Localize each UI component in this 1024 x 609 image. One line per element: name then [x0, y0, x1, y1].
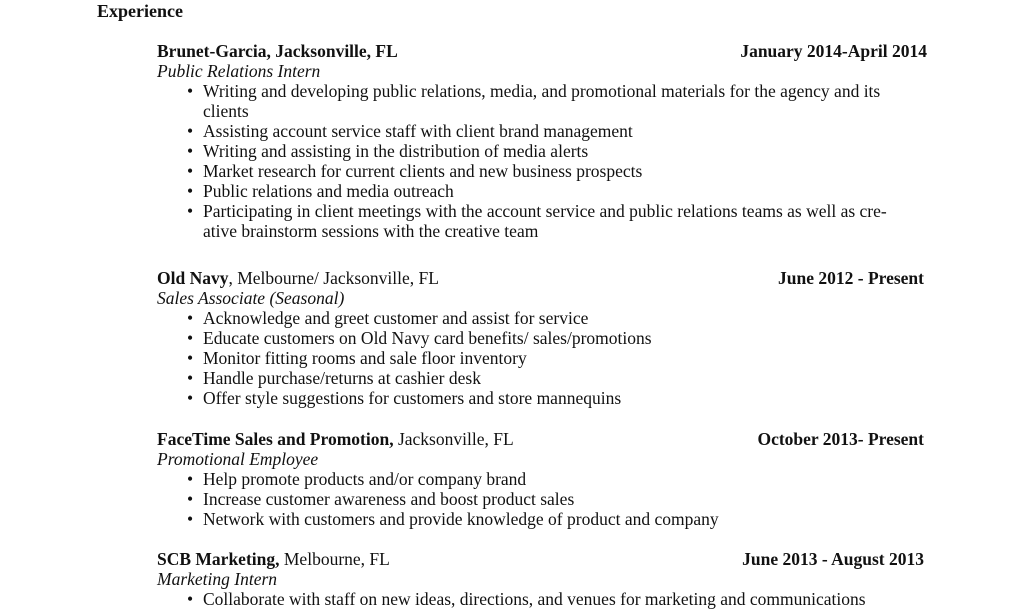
experience-entry-scb-marketing: [157, 549, 924, 609]
entry-header: [157, 41, 927, 61]
bullet-item: • Writing and developing public relations, media, and promotional materials for the agency and its clients: [157, 81, 908, 121]
entry-organization: SCB Marketing,: [157, 549, 280, 569]
entry-dates: June 2013 - August 2013: [742, 549, 924, 569]
bullet-item: • Handle purchase/returns at cashier desk: [157, 368, 908, 388]
bullet-item: • Network with customers and provide knowledge of product and company: [157, 509, 908, 529]
bullet-item: • Assisting account service staff with client brand management: [157, 121, 908, 141]
bullet-item: • Increase customer awareness and boost product sales: [157, 489, 908, 509]
entry-header: [157, 429, 924, 449]
experience-entry-facetime: [157, 429, 924, 529]
section-heading-experience: Experience: [97, 1, 183, 21]
entry-bullet-list: [157, 469, 924, 529]
bullet-item: • Public relations and media outreach: [157, 181, 908, 201]
entry-role: Promotional Employee: [157, 449, 319, 469]
entry-dates: October 2013- Present: [757, 429, 924, 449]
entry-dates: January 2014-April 2014: [740, 41, 927, 61]
entry-bullet-list: [157, 81, 927, 241]
entry-header: [157, 549, 924, 569]
bullet-item: • Writing and assisting in the distribution of media alerts: [157, 141, 908, 161]
entry-dates: June 2012 - Present: [778, 268, 924, 288]
bullet-item: • Participating in client meetings with the account service and public relations teams as well as cre-ative brainstorm sessions with the creative team: [157, 201, 908, 241]
bullet-item: • Acknowledge and greet customer and assist for service: [157, 308, 908, 328]
entry-location: , Melbourne/ Jacksonville, FL: [228, 268, 439, 288]
bullet-item: • Educate customers on Old Navy card benefits/ sales/promotions: [157, 328, 908, 348]
experience-entry-brunet-garcia: [157, 41, 927, 241]
entry-role: Marketing Intern: [157, 569, 278, 589]
experience-entry-old-navy: [157, 268, 924, 408]
entry-role: Public Relations Intern: [157, 61, 321, 81]
entry-location: Jacksonville, FL: [270, 41, 398, 61]
bullet-item: • Help promote products and/or company brand: [157, 469, 908, 489]
bullet-item: • Collaborate with staff on new ideas, directions, and venues for marketing and communications: [157, 589, 963, 609]
entry-organization: Old Navy: [157, 268, 229, 288]
entry-header: [157, 268, 924, 288]
entry-organization: Brunet-Garcia,: [157, 41, 271, 61]
entry-organization: FaceTime Sales and Promotion,: [157, 429, 394, 449]
bullet-item: • Market research for current clients and new business prospects: [157, 161, 908, 181]
entry-role: Sales Associate (Seasonal): [157, 288, 345, 308]
entry-location: Jacksonville, FL: [393, 429, 514, 449]
entry-bullet-list: [157, 589, 924, 609]
entry-bullet-list: [157, 308, 924, 408]
bullet-item: • Offer style suggestions for customers and store mannequins: [157, 388, 908, 408]
bullet-item: • Monitor fitting rooms and sale floor inventory: [157, 348, 908, 368]
entry-location: Melbourne, FL: [279, 549, 390, 569]
